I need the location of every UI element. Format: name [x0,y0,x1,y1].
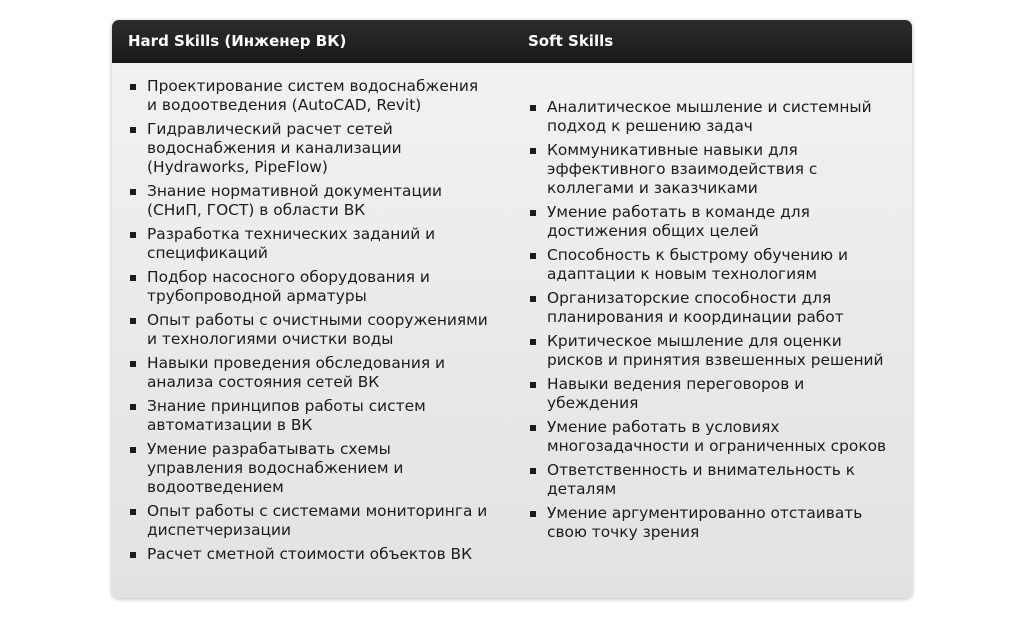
list-item: Критическое мышление для оценки рисков и принятия взвешенных решений [528,332,898,370]
list-item: Гидравлический расчет сетей водоснабжения и канализации (Hydraworks, PipeFlow) [128,120,488,177]
list-item: Умение аргументированно отстаивать свою точку зрения [528,504,898,542]
list-item: Расчет сметной стоимости объектов ВК [128,545,488,564]
skills-table [112,20,912,598]
list-item: Знание нормативной документации (СНиП, ГОСТ) в области ВК [128,182,488,220]
list-item: Умение работать в команде для достижения общих целей [528,203,898,241]
list-item: Навыки ведения переговоров и убеждения [528,375,898,413]
list-item: Проектирование систем водоснабжения и водоотведения (AutoCAD, Revit) [128,77,488,115]
soft-skills-list [528,98,898,542]
hard-skills-header: Hard Skills (Инженер ВК) [128,32,347,50]
list-item: Навыки проведения обследования и анализа состояния сетей ВК [128,354,488,392]
list-item: Умение разрабатывать схемы управления водоснабжением и водоотведением [128,440,488,497]
hard-skills-column [128,77,488,569]
list-item: Аналитическое мышление и системный подход к решению задач [528,98,898,136]
list-item: Подбор насосного оборудования и трубопроводной арматуры [128,268,488,306]
list-item: Опыт работы с системами мониторинга и диспетчеризации [128,502,488,540]
table-header [112,20,912,63]
hard-skills-list [128,77,488,564]
list-item: Знание принципов работы систем автоматизации в ВК [128,397,488,435]
list-item: Коммуникативные навыки для эффективного взаимодействия с коллегами и заказчиками [528,141,898,198]
list-item: Организаторские способности для планирования и координации работ [528,289,898,327]
soft-skills-header: Soft Skills [528,32,614,50]
list-item: Опыт работы с очистными сооружениями и технологиями очистки воды [128,311,488,349]
list-item: Способность к быстрому обучению и адаптации к новым технологиям [528,246,898,284]
soft-skills-column [528,98,898,547]
list-item: Умение работать в условиях многозадачности и ограниченных сроков [528,418,898,456]
list-item: Ответственность и внимательность к деталям [528,461,898,499]
list-item: Разработка технических заданий и спецификаций [128,225,488,263]
